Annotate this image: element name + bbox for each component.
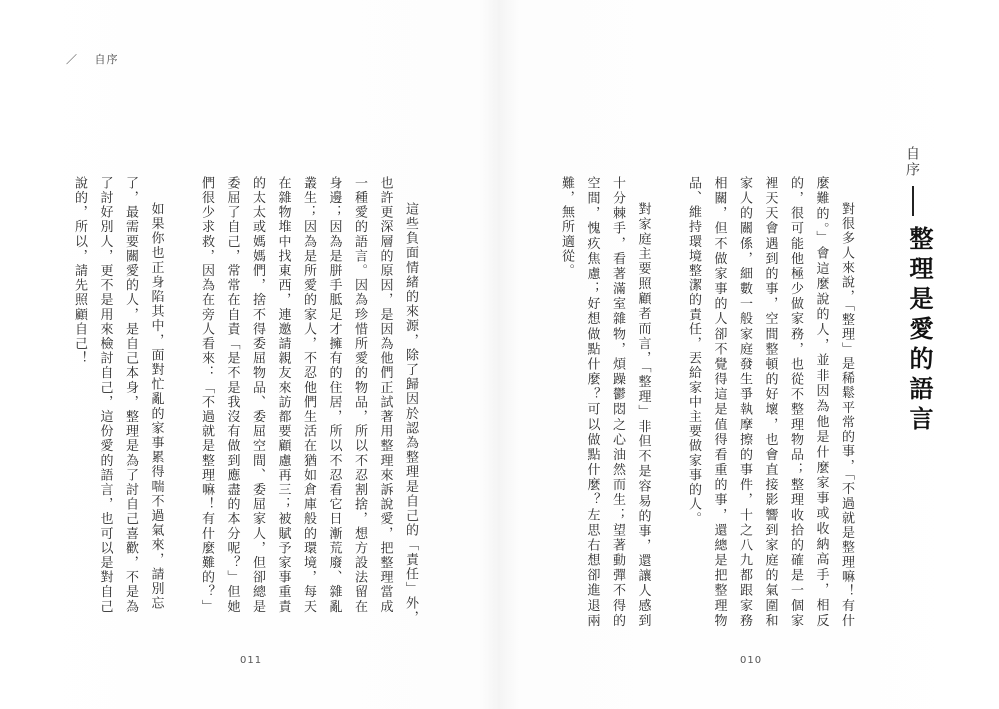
- header-section: 自序: [94, 53, 119, 66]
- left-paragraph-1: 這些負面情緒的來源，除了歸因於認為整理是自己的「責任」外，也許更深層的原因，是因為他們正試著用整理來訴說愛，把整理當成一種愛的語言。因為珍惜所愛的物品，所以不忍割捨，想方設法留在身邊；因為是胼手胝足才擁有的住居，所以不忍看它日漸荒廢、雜亂叢生；因為是所愛的家人，不忍他們生活在猶如倉庫般的環境，每天在雜物堆中找東西，連邀請親友來訪都要顧慮再三；被賦予家事重責的太太或媽媽們，捨不得委屈物品、委屈空間、委屈家人，但卻總是委屈了自己，常常在自責「是不是我沒有做到應盡的本分呢？」但她們很少求救，因為在旁人看來：「不過就是整理嘛！有什麼難的？」: [199, 176, 418, 626]
- page-number-left: 011: [240, 655, 263, 666]
- left-page-body: [67, 176, 424, 628]
- chapter-label: 自序: [904, 146, 920, 178]
- right-paragraph-1: 對很多人來說，「整理」是稀鬆平常的事，「不過就是整理嘛！有什麼難的。」會這麼說的人，並非因為他是什麼家事或收納高手，相反的，很可能他極少做家務，也從不整理物品；整理收拾的確是一個家裡天天會遇到的事，空間整頓的好壞，也會直接影響到家庭的氣圍和家人的關係，細數一般家庭發生爭執摩擦的事件，十之八九都跟家務相關，但不做家事的人卻不覺得這是值得看重的事，還總是把整理物品、維持環境整潔的責任，丟給家中主要做家事的人。: [686, 176, 854, 628]
- chapter-heading: [902, 146, 922, 178]
- chapter-divider: [912, 186, 914, 216]
- header-slash: ／: [66, 53, 78, 66]
- running-header: [66, 51, 119, 67]
- page-number-right: 010: [740, 655, 763, 666]
- chapter-title: 整理是愛的語言: [905, 226, 933, 436]
- right-paragraph-2: 對家庭主要照顧者而言，「整理」非但不是容易的事，還讓人感到十分棘手，看著滿室雜物，煩躁鬱悶之心油然而生；望著動彈不得的空間，愧疚焦慮；好想做點什麼？可以做點什麼？左思右想卻進退兩難，無所適從。: [559, 176, 651, 628]
- right-page-body: [554, 176, 860, 628]
- left-paragraph-2: 如果你也正身陷其中，面對忙亂的家事累得喘不過氣來，請別忘了，最需要關愛的人，是自己本身，整理是為了討自己喜歡，不是為了討好別人，更不是用來檢討自己，這份愛的語言，也可以是對自己說的，所以，請先照顧自己！: [72, 176, 164, 614]
